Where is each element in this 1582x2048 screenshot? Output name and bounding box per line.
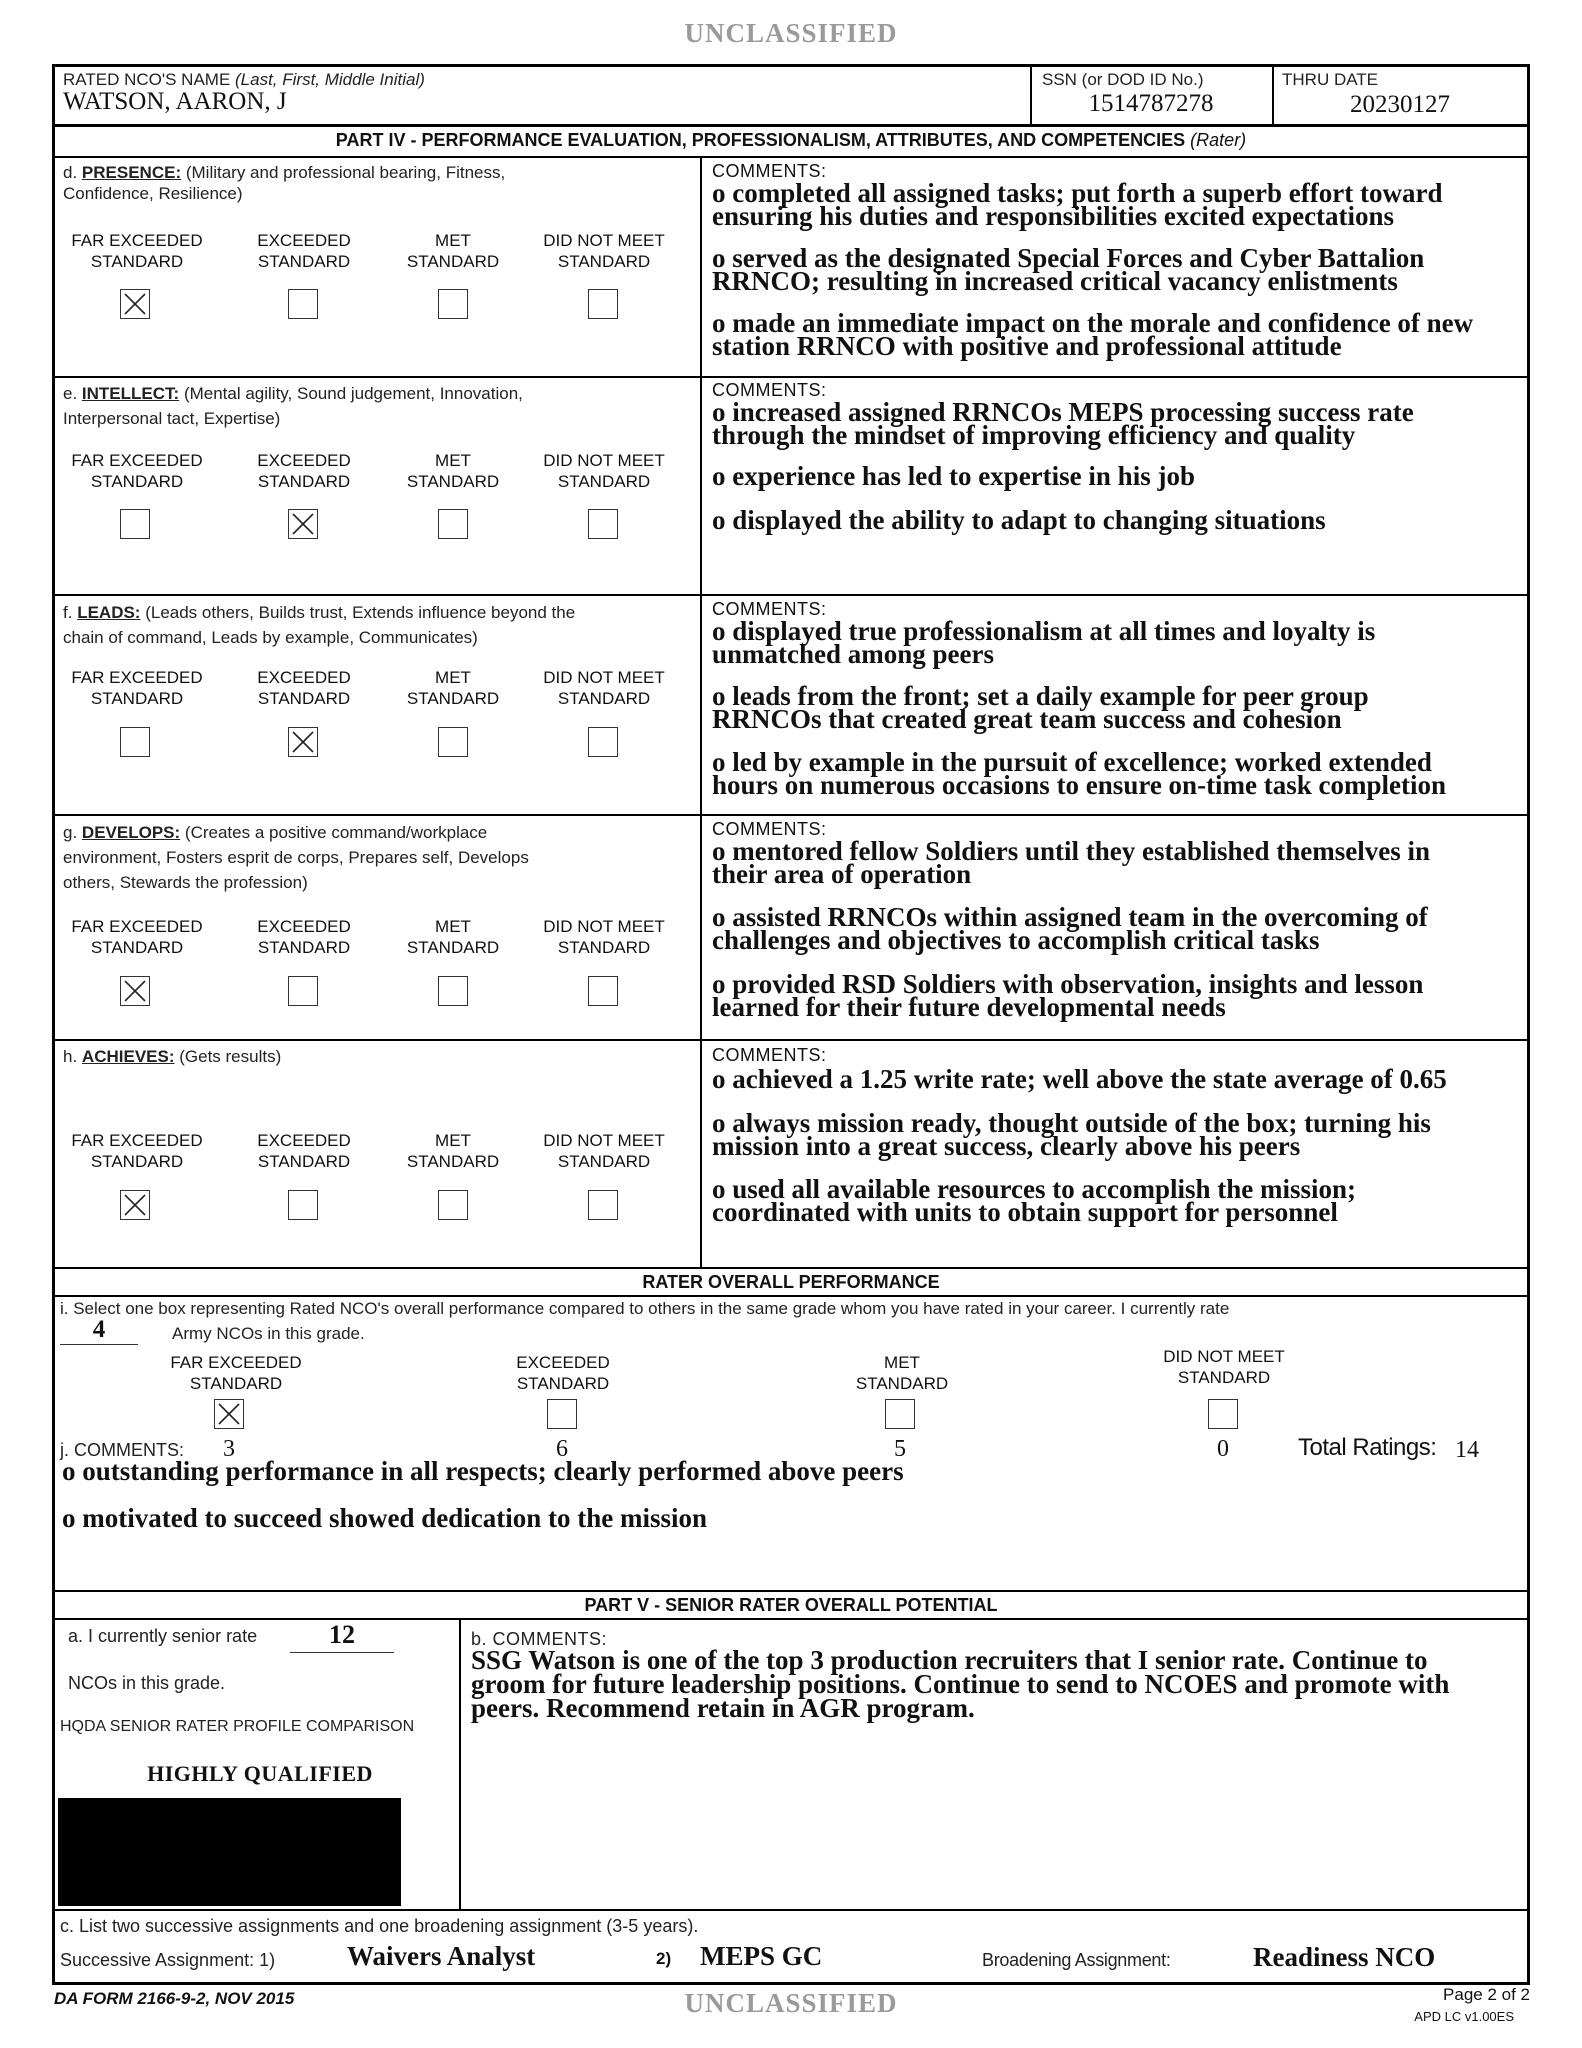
overall-hdr-far-exceeded: FAR EXCEEDED STANDARD: [170, 1353, 302, 1393]
rater-count-value: 4: [60, 1316, 138, 1345]
presence-label: d. PRESENCE: (Military and professional bearing, Fitness, Confidence, Resilience): [63, 163, 506, 203]
leads-checkbox-met[interactable]: [438, 727, 468, 757]
presence-hdr-far-exceeded: FAR EXCEEDED STANDARD: [71, 231, 203, 271]
intellect-comment-3: o displayed the ability to adapt to changing situations: [712, 505, 1326, 535]
develops-checkbox-exceeded[interactable]: [288, 976, 318, 1006]
presence-comment-1: o completed all assigned tasks; put forth a superb effort toward ensuring his duties and responsibilities excited expectations: [712, 178, 1443, 231]
presence-hdr-met: MET STANDARD: [406, 231, 500, 271]
rater-comment-2: o motivated to succeed showed dedication to the mission: [62, 1503, 707, 1533]
achieves-hdr-far-exceeded: FAR EXCEEDED STANDARD: [71, 1131, 203, 1171]
senior-rate-label: a. I currently senior rate: [68, 1626, 258, 1646]
leads-comments-label: COMMENTS:: [712, 599, 827, 619]
develops-comment-2: o assisted RRNCOs within assigned team in the overcoming of challenges and objectives to accomplish critical tasks: [712, 902, 1428, 955]
intellect-checkbox-met[interactable]: [438, 509, 468, 539]
develops-checkbox-far-exceeded[interactable]: [120, 976, 150, 1006]
develops-comment-3: o provided RSD Soldiers with observation, insights and lesson learned for their future developmental needs: [712, 969, 1424, 1022]
rater-comments-label: j. COMMENTS:: [60, 1440, 184, 1460]
part4-title: PART IV - PERFORMANCE EVALUATION, PROFESSIONALISM, ATTRIBUTES, AND COMPETENCIES (Rater): [335, 130, 1247, 150]
develops-checkbox-met[interactable]: [438, 976, 468, 1006]
develops-hdr-exceeded: EXCEEDED STANDARD: [257, 917, 351, 957]
form-version: APD LC v1.00ES: [1414, 2009, 1514, 2024]
successive-assignment-1: Waivers Analyst: [347, 1941, 536, 1971]
rater-count-suffix: Army NCOs in this grade.: [172, 1324, 365, 1343]
achieves-label: h. ACHIEVES: (Gets results): [63, 1047, 282, 1066]
develops-comment-1: o mentored fellow Soldiers until they established themselves in their area of operation: [712, 836, 1430, 889]
overall-hdr-exceeded: EXCEEDED STANDARD: [516, 1353, 610, 1393]
name-label: RATED NCO'S NAME (Last, First, Middle Initial): [63, 70, 425, 89]
senior-rater-comments-label: b. COMMENTS:: [471, 1629, 608, 1649]
tally-exceeded: 6: [556, 1436, 568, 1462]
overall-hdr-met: MET STANDARD: [855, 1353, 949, 1393]
successive-assignment-2-label: 2): [656, 1949, 672, 1968]
achieves-comments-label: COMMENTS:: [712, 1045, 827, 1065]
intellect-checkbox-far-exceeded[interactable]: [120, 509, 150, 539]
intellect-comment-1: o increased assigned RRNCOs MEPS processing success rate through the mindset of improving efficiency and quality: [712, 397, 1414, 450]
profile-comparison-label: HQDA SENIOR RATER PROFILE COMPARISON: [60, 1718, 415, 1735]
presence-checkbox-met[interactable]: [438, 289, 468, 319]
achieves-comment-2: o always mission ready, thought outside of the box; turning his mission into a great success, clearly above his peers: [712, 1108, 1431, 1161]
achieves-checkbox-did-not-meet[interactable]: [588, 1190, 618, 1220]
presence-checkbox-exceeded[interactable]: [288, 289, 318, 319]
thru-date-label: THRU DATE: [1282, 70, 1379, 89]
achieves-checkbox-met[interactable]: [438, 1190, 468, 1220]
total-ratings-label: Total Ratings:: [1298, 1434, 1437, 1461]
successive-assignment-2: MEPS GC: [700, 1941, 823, 1971]
presence-comments-label: COMMENTS:: [712, 161, 827, 181]
broadening-assignment-label: Broadening Assignment:: [982, 1950, 1171, 1970]
leads-hdr-met: MET STANDARD: [406, 668, 500, 708]
presence-checkbox-far-exceeded[interactable]: [120, 289, 150, 319]
leads-comment-3: o led by example in the pursuit of excellence; worked extended hours on numerous occasions to ensure on-time task completion: [712, 747, 1447, 800]
presence-comment-3: o made an immediate impact on the morale and confidence of new station RRNCO with positive and professional attitude: [712, 308, 1474, 361]
tally-did-not-meet: 0: [1217, 1436, 1229, 1462]
overall-checkbox-did-not-meet[interactable]: [1208, 1399, 1238, 1429]
intellect-checkbox-exceeded[interactable]: [288, 509, 318, 539]
develops-hdr-did-not-meet: DID NOT MEET STANDARD: [543, 917, 665, 957]
part5-title: PART V - SENIOR RATER OVERALL POTENTIAL: [584, 1595, 998, 1615]
presence-checkbox-did-not-meet[interactable]: [588, 289, 618, 319]
overall-checkbox-met[interactable]: [885, 1399, 915, 1429]
leads-comment-1: o displayed true professionalism at all times and loyalty is unmatched among peers: [712, 616, 1376, 669]
ncos-in-grade-label: NCOs in this grade.: [68, 1673, 226, 1693]
achieves-comment-3: o used all available resources to accomplish the mission; coordinated with units to obtain support for personnel: [712, 1174, 1357, 1227]
leads-hdr-did-not-meet: DID NOT MEET STANDARD: [543, 668, 665, 708]
ssn-label: SSN (or DOD ID No.): [1042, 70, 1204, 89]
intellect-label: e. INTELLECT: (Mental agility, Sound judgement, Innovation, Interpersonal tact, Expertise): [63, 384, 523, 428]
name-value: WATSON, AARON, J: [63, 88, 287, 115]
intellect-checkbox-did-not-meet[interactable]: [588, 509, 618, 539]
intellect-comments-label: COMMENTS:: [712, 380, 827, 400]
develops-label: g. DEVELOPS: (Creates a positive command/workplace environment, Fosters esprit de corps, Prepares self, Develops others, Stewards the profession): [63, 823, 529, 892]
leads-hdr-exceeded: EXCEEDED STANDARD: [257, 668, 351, 708]
thru-date-value: 20230127: [1350, 91, 1450, 118]
intellect-hdr-did-not-meet: DID NOT MEET STANDARD: [543, 451, 665, 491]
tally-far-exceeded: 3: [223, 1436, 235, 1462]
develops-hdr-met: MET STANDARD: [406, 917, 500, 957]
profile-comparison-value: HIGHLY QUALIFIED: [147, 1761, 373, 1786]
leads-checkbox-far-exceeded[interactable]: [120, 727, 150, 757]
presence-hdr-exceeded: EXCEEDED STANDARD: [257, 231, 351, 271]
achieves-hdr-met: MET STANDARD: [406, 1131, 500, 1171]
rater-overall-instruction: i. Select one box representing Rated NCO's overall performance compared to others in the same grade whom you have rated in your career. I currently rate: [60, 1299, 1230, 1318]
page-number: Page 2 of 2: [1443, 1985, 1530, 2004]
broadening-assignment-value: Readiness NCO: [1253, 1942, 1436, 1972]
leads-label: f. LEADS: (Leads others, Builds trust, Extends influence beyond the chain of command, Leads by example, Communicates): [63, 603, 576, 647]
overall-checkbox-exceeded[interactable]: [547, 1399, 577, 1429]
form-id: DA FORM 2166-9-2, NOV 2015: [54, 1989, 295, 2008]
assignments-instruction: c. List two successive assignments and one broadening assignment (3-5 years).: [60, 1916, 699, 1936]
leads-comment-2: o leads from the front; set a daily example for peer group RRNCOs that created great team success and cohesion: [712, 681, 1369, 734]
intellect-comment-2: o experience has led to expertise in his job: [712, 461, 1195, 491]
ssn-value: 1514787278: [1088, 90, 1214, 117]
achieves-hdr-exceeded: EXCEEDED STANDARD: [257, 1131, 351, 1171]
classification-top: UNCLASSIFIED: [684, 18, 898, 48]
redacted-block: [58, 1798, 401, 1906]
rater-comment-1: o outstanding performance in all respects; clearly performed above peers: [62, 1456, 904, 1486]
leads-hdr-far-exceeded: FAR EXCEEDED STANDARD: [71, 668, 203, 708]
leads-checkbox-exceeded[interactable]: [288, 727, 318, 757]
develops-hdr-far-exceeded: FAR EXCEEDED STANDARD: [71, 917, 203, 957]
achieves-checkbox-far-exceeded[interactable]: [120, 1190, 150, 1220]
tally-met: 5: [894, 1436, 906, 1462]
overall-hdr-did-not-meet: DID NOT MEET STANDARD: [1163, 1347, 1285, 1387]
intellect-hdr-exceeded: EXCEEDED STANDARD: [257, 451, 351, 491]
leads-checkbox-did-not-meet[interactable]: [588, 727, 618, 757]
presence-hdr-did-not-meet: DID NOT MEET STANDARD: [543, 231, 665, 271]
achieves-hdr-did-not-meet: DID NOT MEET STANDARD: [543, 1131, 665, 1171]
achieves-checkbox-exceeded[interactable]: [288, 1190, 318, 1220]
successive-assignment-label: Successive Assignment: 1): [60, 1950, 276, 1970]
senior-rater-comments: SSG Watson is one of the top 3 production recruiters that I senior rate. Continue to groom for future leadership positions. Continue to send to NCOES and promote with peers. Recommend retain in AGR program.: [471, 1645, 1450, 1723]
presence-comment-2: o served as the designated Special Forces and Cyber Battalion RRNCO; resulting in increased critical vacancy enlistments: [712, 243, 1425, 296]
total-ratings-value: 14: [1455, 1437, 1479, 1463]
rater-overall-title: RATER OVERALL PERFORMANCE: [642, 1272, 940, 1292]
develops-checkbox-did-not-meet[interactable]: [588, 976, 618, 1006]
intellect-hdr-far-exceeded: FAR EXCEEDED STANDARD: [71, 451, 203, 491]
senior-rate-value: 12: [290, 1620, 394, 1653]
classification-bottom: UNCLASSIFIED: [684, 1988, 898, 2018]
overall-checkbox-far-exceeded[interactable]: [214, 1399, 244, 1429]
achieves-comment-1: o achieved a 1.25 write rate; well above the state average of 0.65: [712, 1064, 1447, 1094]
develops-comments-label: COMMENTS:: [712, 819, 827, 839]
intellect-hdr-met: MET STANDARD: [406, 451, 500, 491]
